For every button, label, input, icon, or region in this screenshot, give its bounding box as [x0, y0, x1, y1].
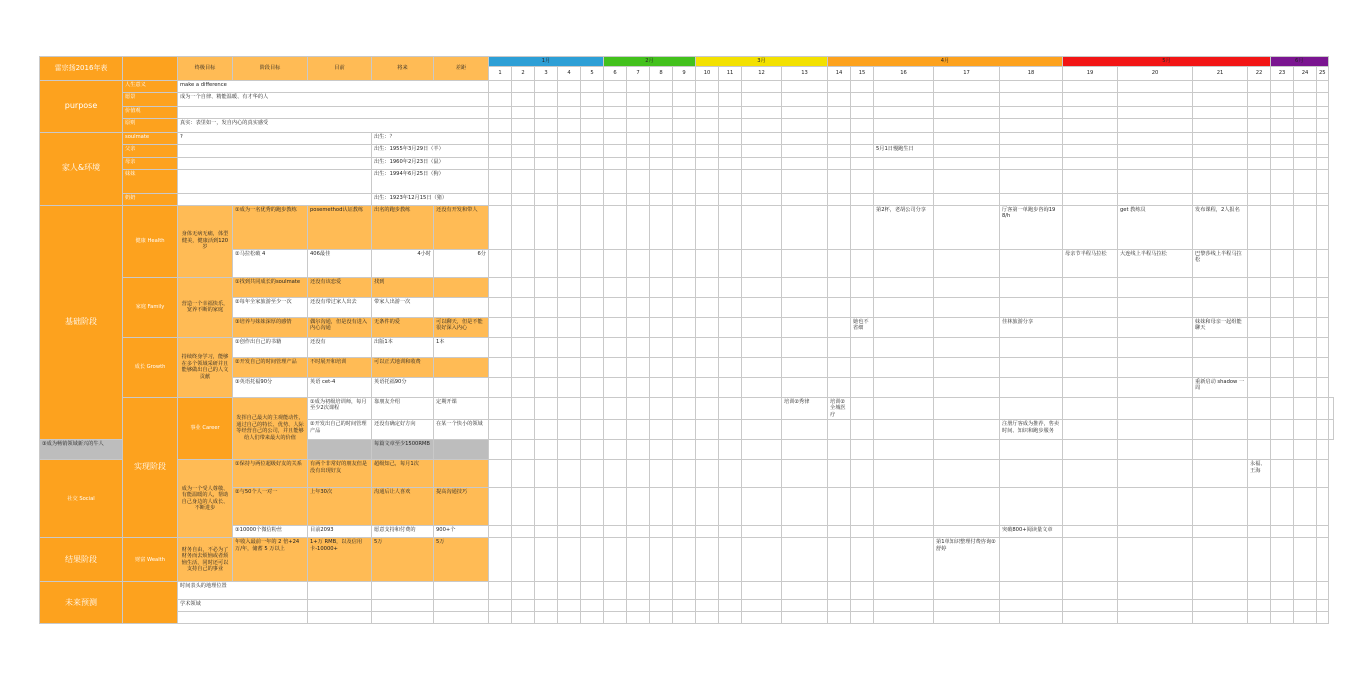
family-goal-future: 找到 [372, 277, 434, 297]
wealth-label: 财富 Wealth [123, 538, 178, 582]
family-value [178, 144, 372, 157]
health-note: 巴黎莎线上半程马拉松 [1193, 249, 1248, 277]
week-23: 23 [1271, 66, 1294, 80]
section-result: 结果阶段 [40, 538, 123, 582]
family-goal-row [40, 277, 1334, 297]
career-now [308, 440, 372, 460]
family-goal-now: 还没有带过家人出去 [308, 297, 372, 317]
health-note: 发布课程，2人报名 [1193, 205, 1248, 249]
family-goal-gap [434, 297, 489, 317]
family-goal-future: 带家人出游一次 [372, 297, 434, 317]
career-note: 培训②全城医疗 [828, 397, 851, 420]
family-goal-now: 偶尔沟通，但是没有进入内心沟通 [308, 317, 372, 337]
social-future: 沟通后让人喜欢 [372, 488, 434, 526]
month-header-1: 1月 [489, 57, 604, 67]
family-goal-stage: ②每年全家旅游至少一次 [233, 297, 308, 317]
health-now: 406最佳 [308, 249, 372, 277]
week-18: 18 [1000, 66, 1063, 80]
family-goal-future: 无条件的爱 [372, 317, 434, 337]
health-future: 4小时 [372, 249, 434, 277]
health-note: 母亲节半程马拉松 [1063, 249, 1118, 277]
growth-gap [434, 357, 489, 377]
section-base: 基础阶段 [40, 205, 123, 440]
week-11: 11 [719, 66, 742, 80]
health-stage: ②马拉松破 4 [233, 249, 308, 277]
career-stage: ③成为畅销领域新兴的牛人 [40, 440, 123, 460]
family-goal-note: 佳林旅游分享 [1000, 317, 1063, 337]
family-goal-gap: 可以聊天，但是不能很好深入内心 [434, 317, 489, 337]
health-stage: ①成为一名优秀的跑步教练 [233, 205, 308, 249]
family-birth: 出生：1923年12月15日（猪） [372, 193, 489, 205]
purpose-text: 真实：表里如一，发自内心的真实感受 [178, 118, 489, 132]
month-header-5: 5月 [1063, 57, 1271, 67]
week-12: 12 [742, 66, 782, 80]
social-note: 永福、王海 [1248, 460, 1271, 488]
family-goal-note: 她也不省细 [851, 317, 874, 337]
growth-gap: 1本 [434, 337, 489, 357]
career-label: 事业 Career [178, 397, 233, 460]
family-birth: 出生：？ [372, 132, 489, 144]
month-header-2: 2月 [604, 57, 696, 67]
social-stage: ②与50个人一对一 [233, 488, 308, 526]
family-label: 母亲 [123, 157, 178, 169]
family-goal-row [40, 297, 1334, 317]
header-final: 终极目标 [178, 57, 233, 81]
growth-gap [434, 377, 489, 397]
social-final: 成为一个受人尊敬、有能温暖的人，帮助自己身边的人成长、不断进步 [178, 460, 233, 538]
growth-final: 持续终身学习，能够在多个领域采研并且能够做出自己的人文贡献 [178, 337, 233, 397]
purpose-row [40, 80, 1334, 92]
week-4: 4 [558, 66, 581, 80]
family-birth: 出生：1955年3月29日（羊） [372, 144, 489, 157]
sheet-title: 雷宗扬2016年表 [40, 57, 123, 81]
career-future: 每篇文章至少1500RMB [372, 440, 434, 460]
social-now: 有两个非常好的朋友但是没有出现好友 [308, 460, 372, 488]
header-row-months [40, 57, 1334, 67]
future-row [40, 582, 1334, 600]
month-header-3: 3月 [696, 57, 828, 67]
family-value: ? [178, 132, 372, 144]
career-now: 靠朋友介绍 [372, 397, 434, 420]
month-header-4: 4月 [828, 57, 1063, 67]
career-gap [489, 397, 512, 420]
social-stage: ①保持与两位超级好友的关系 [233, 460, 308, 488]
health-row [40, 249, 1334, 277]
week-17: 17 [934, 66, 1000, 80]
header-now: 目前 [308, 57, 372, 81]
growth-now: 还没有 [308, 337, 372, 357]
family-goal-now: 还没有该恋爱 [308, 277, 372, 297]
career-note: 注册厅客成为推荐，售卖时间、知识和跑步服务 [1000, 420, 1063, 440]
health-final: 身体无病无痛，体型健美，健康活到120 岁 [178, 205, 233, 277]
week-16: 16 [874, 66, 934, 80]
career-gap [434, 440, 489, 460]
career-final: 发挥自己最大的主观能动性，通过自己的特长、优势、人际等经营自己的公司，并且能够给人们带来最大的价值 [233, 397, 308, 460]
social-row [40, 460, 1334, 488]
growth-stage: ①创作出自己的书籍 [233, 337, 308, 357]
wealth-final: 财务自由，不必为了财务而去烦恼或者烦恼生活，同时还可以支持自己的事业 [178, 538, 233, 582]
social-future: 愿意支持和付费的 [372, 526, 434, 538]
future-label [123, 582, 178, 624]
family-note: 5月1日慢跑生日 [874, 144, 934, 157]
growth-stage: ②开发自己的时间管理产品 [233, 357, 308, 377]
week-24: 24 [1294, 66, 1317, 80]
purpose-text [178, 106, 489, 118]
family-goal-stage: ①找到共同成长的soulmate [233, 277, 308, 297]
health-row [40, 205, 1334, 249]
health-future: 出名的跑步教练 [372, 205, 434, 249]
week-3: 3 [535, 66, 558, 80]
social-row [40, 488, 1334, 526]
career-stage: ①成为初级培训师，每月至少2次课程 [308, 397, 372, 420]
week-15: 15 [851, 66, 874, 80]
family-birth: 出生：1994年6月25日（狗） [372, 169, 489, 193]
week-20: 20 [1118, 66, 1193, 80]
section-realize: 实现阶段 [123, 397, 178, 538]
purpose-row [40, 118, 1334, 132]
health-gap: 6分 [434, 249, 489, 277]
family-goal-stage: ③培养与妹妹深厚的感情 [233, 317, 308, 337]
future-row [40, 600, 1334, 612]
week-13: 13 [782, 66, 828, 80]
growth-row [40, 357, 1334, 377]
social-now: 上年30次 [308, 488, 372, 526]
future-row [40, 612, 1334, 624]
spreadsheet [39, 56, 1334, 624]
plan-table [39, 56, 1334, 624]
social-gap [434, 460, 489, 488]
family-goal-gap [434, 277, 489, 297]
career-note: 培训②秀律 [782, 397, 828, 420]
social-row [40, 526, 1334, 538]
career-row [40, 397, 1334, 420]
family-row [40, 157, 1334, 169]
purpose-label: 价值观 [123, 106, 178, 118]
career-future: 在某一个快小的领域 [434, 420, 489, 440]
wealth-note: 第1单知识整理付费咨询②舒婷 [934, 538, 1000, 582]
header-gap: 差距 [434, 57, 489, 81]
family-goal-final: 营造一个幸福快乐，宽养不断的家庭 [178, 277, 233, 337]
purpose-row [40, 92, 1334, 106]
health-note: 大连线上半程马拉松 [1118, 249, 1193, 277]
health-label: 健康 Health [123, 205, 178, 277]
career-stage: ②开发出自己的时间管理产品 [308, 420, 372, 440]
family-value [178, 169, 372, 193]
health-note: 第2杯，老胡公司分享 [874, 205, 934, 249]
section-family: 家人&环境 [40, 132, 123, 205]
family-goal-row [40, 317, 1334, 337]
career-future: 定期开课 [434, 397, 489, 420]
family-row [40, 169, 1334, 193]
purpose-label: 原则 [123, 118, 178, 132]
growth-future: 出版1本 [372, 337, 434, 357]
social-now: 目前2093 [308, 526, 372, 538]
growth-label: 成长 Growth [123, 337, 178, 397]
family-value [178, 193, 372, 205]
social-gap: 提高沟通技巧 [434, 488, 489, 526]
week-7: 7 [627, 66, 650, 80]
family-label: 奶奶 [123, 193, 178, 205]
week-6: 6 [604, 66, 627, 80]
wealth-future: 5万 [372, 538, 434, 582]
family-label: 妹妹 [123, 169, 178, 193]
growth-row [40, 337, 1334, 357]
growth-note: 重新启动 shadow 一周 [1193, 377, 1248, 397]
family-row [40, 193, 1334, 205]
health-note: 厅客第一单跑步咨询198/h [1000, 205, 1063, 249]
growth-now: 不时展开和培训 [308, 357, 372, 377]
header-future: 将来 [372, 57, 434, 81]
social-label: 社交 Social [40, 460, 123, 538]
header-stage: 阶段目标 [233, 57, 308, 81]
growth-row [40, 377, 1334, 397]
growth-stage: ③英语托福90分 [233, 377, 308, 397]
week-8: 8 [650, 66, 673, 80]
month-header-6: 6月 [1271, 57, 1329, 67]
family-row [40, 144, 1334, 157]
week-14: 14 [828, 66, 851, 80]
week-2: 2 [512, 66, 535, 80]
social-note: 突破800+阅读量文章 [1000, 526, 1063, 538]
social-stage: ③10000个微信粉丝 [233, 526, 308, 538]
week-19: 19 [1063, 66, 1118, 80]
wealth-stage: 年收入最前一年的 2 倍+24万/年，储蓄 5 万以上 [233, 538, 308, 582]
family-value [178, 157, 372, 169]
wealth-gap: 5万 [434, 538, 489, 582]
blank-header [123, 57, 178, 81]
family-birth: 出生：1960年2月23日（鼠） [372, 157, 489, 169]
family-row [40, 132, 1334, 144]
purpose-text: 成为一个自律、精能温暖、有才华的人 [178, 92, 489, 106]
section-future: 未来预测 [40, 582, 123, 624]
week-9: 9 [673, 66, 696, 80]
week-10: 10 [696, 66, 719, 80]
purpose-row [40, 106, 1334, 118]
week-25: 25 [1317, 66, 1329, 80]
purpose-text: make a difference [178, 80, 489, 92]
health-now: posemethod认证教练 [308, 205, 372, 249]
health-gap: 还没有开发和带人 [434, 205, 489, 249]
week-21: 21 [1193, 66, 1248, 80]
wealth-row [40, 538, 1334, 582]
family-label: 父亲 [123, 144, 178, 157]
section-purpose: purpose [40, 80, 123, 132]
future-text: 时间表头的地理位置 [178, 582, 308, 600]
growth-now: 英语 cet-4 [308, 377, 372, 397]
career-gap [489, 420, 512, 440]
family-label: soulmate [123, 132, 178, 144]
week-1: 1 [489, 66, 512, 80]
family-goal-note: 妹妹和母亲一起组能聊天 [1193, 317, 1248, 337]
week-22: 22 [1248, 66, 1271, 80]
career-now: 还没有确定好方向 [372, 420, 434, 440]
purpose-label: 愿景 [123, 92, 178, 106]
wealth-now: 1+万 RMB，以及信用卡-10000+ [308, 538, 372, 582]
health-note: get 教练员 [1118, 205, 1193, 249]
social-future: 超级知己，每月1次 [372, 460, 434, 488]
social-gap: 900+个 [434, 526, 489, 538]
week-5: 5 [581, 66, 604, 80]
growth-future: 英语托福90分 [372, 377, 434, 397]
purpose-label: 人生意义 [123, 80, 178, 92]
future-text: 学术领域 [178, 600, 308, 612]
growth-future: 可以正式地训和收费 [372, 357, 434, 377]
family-goal-label: 家庭 Family [123, 277, 178, 337]
